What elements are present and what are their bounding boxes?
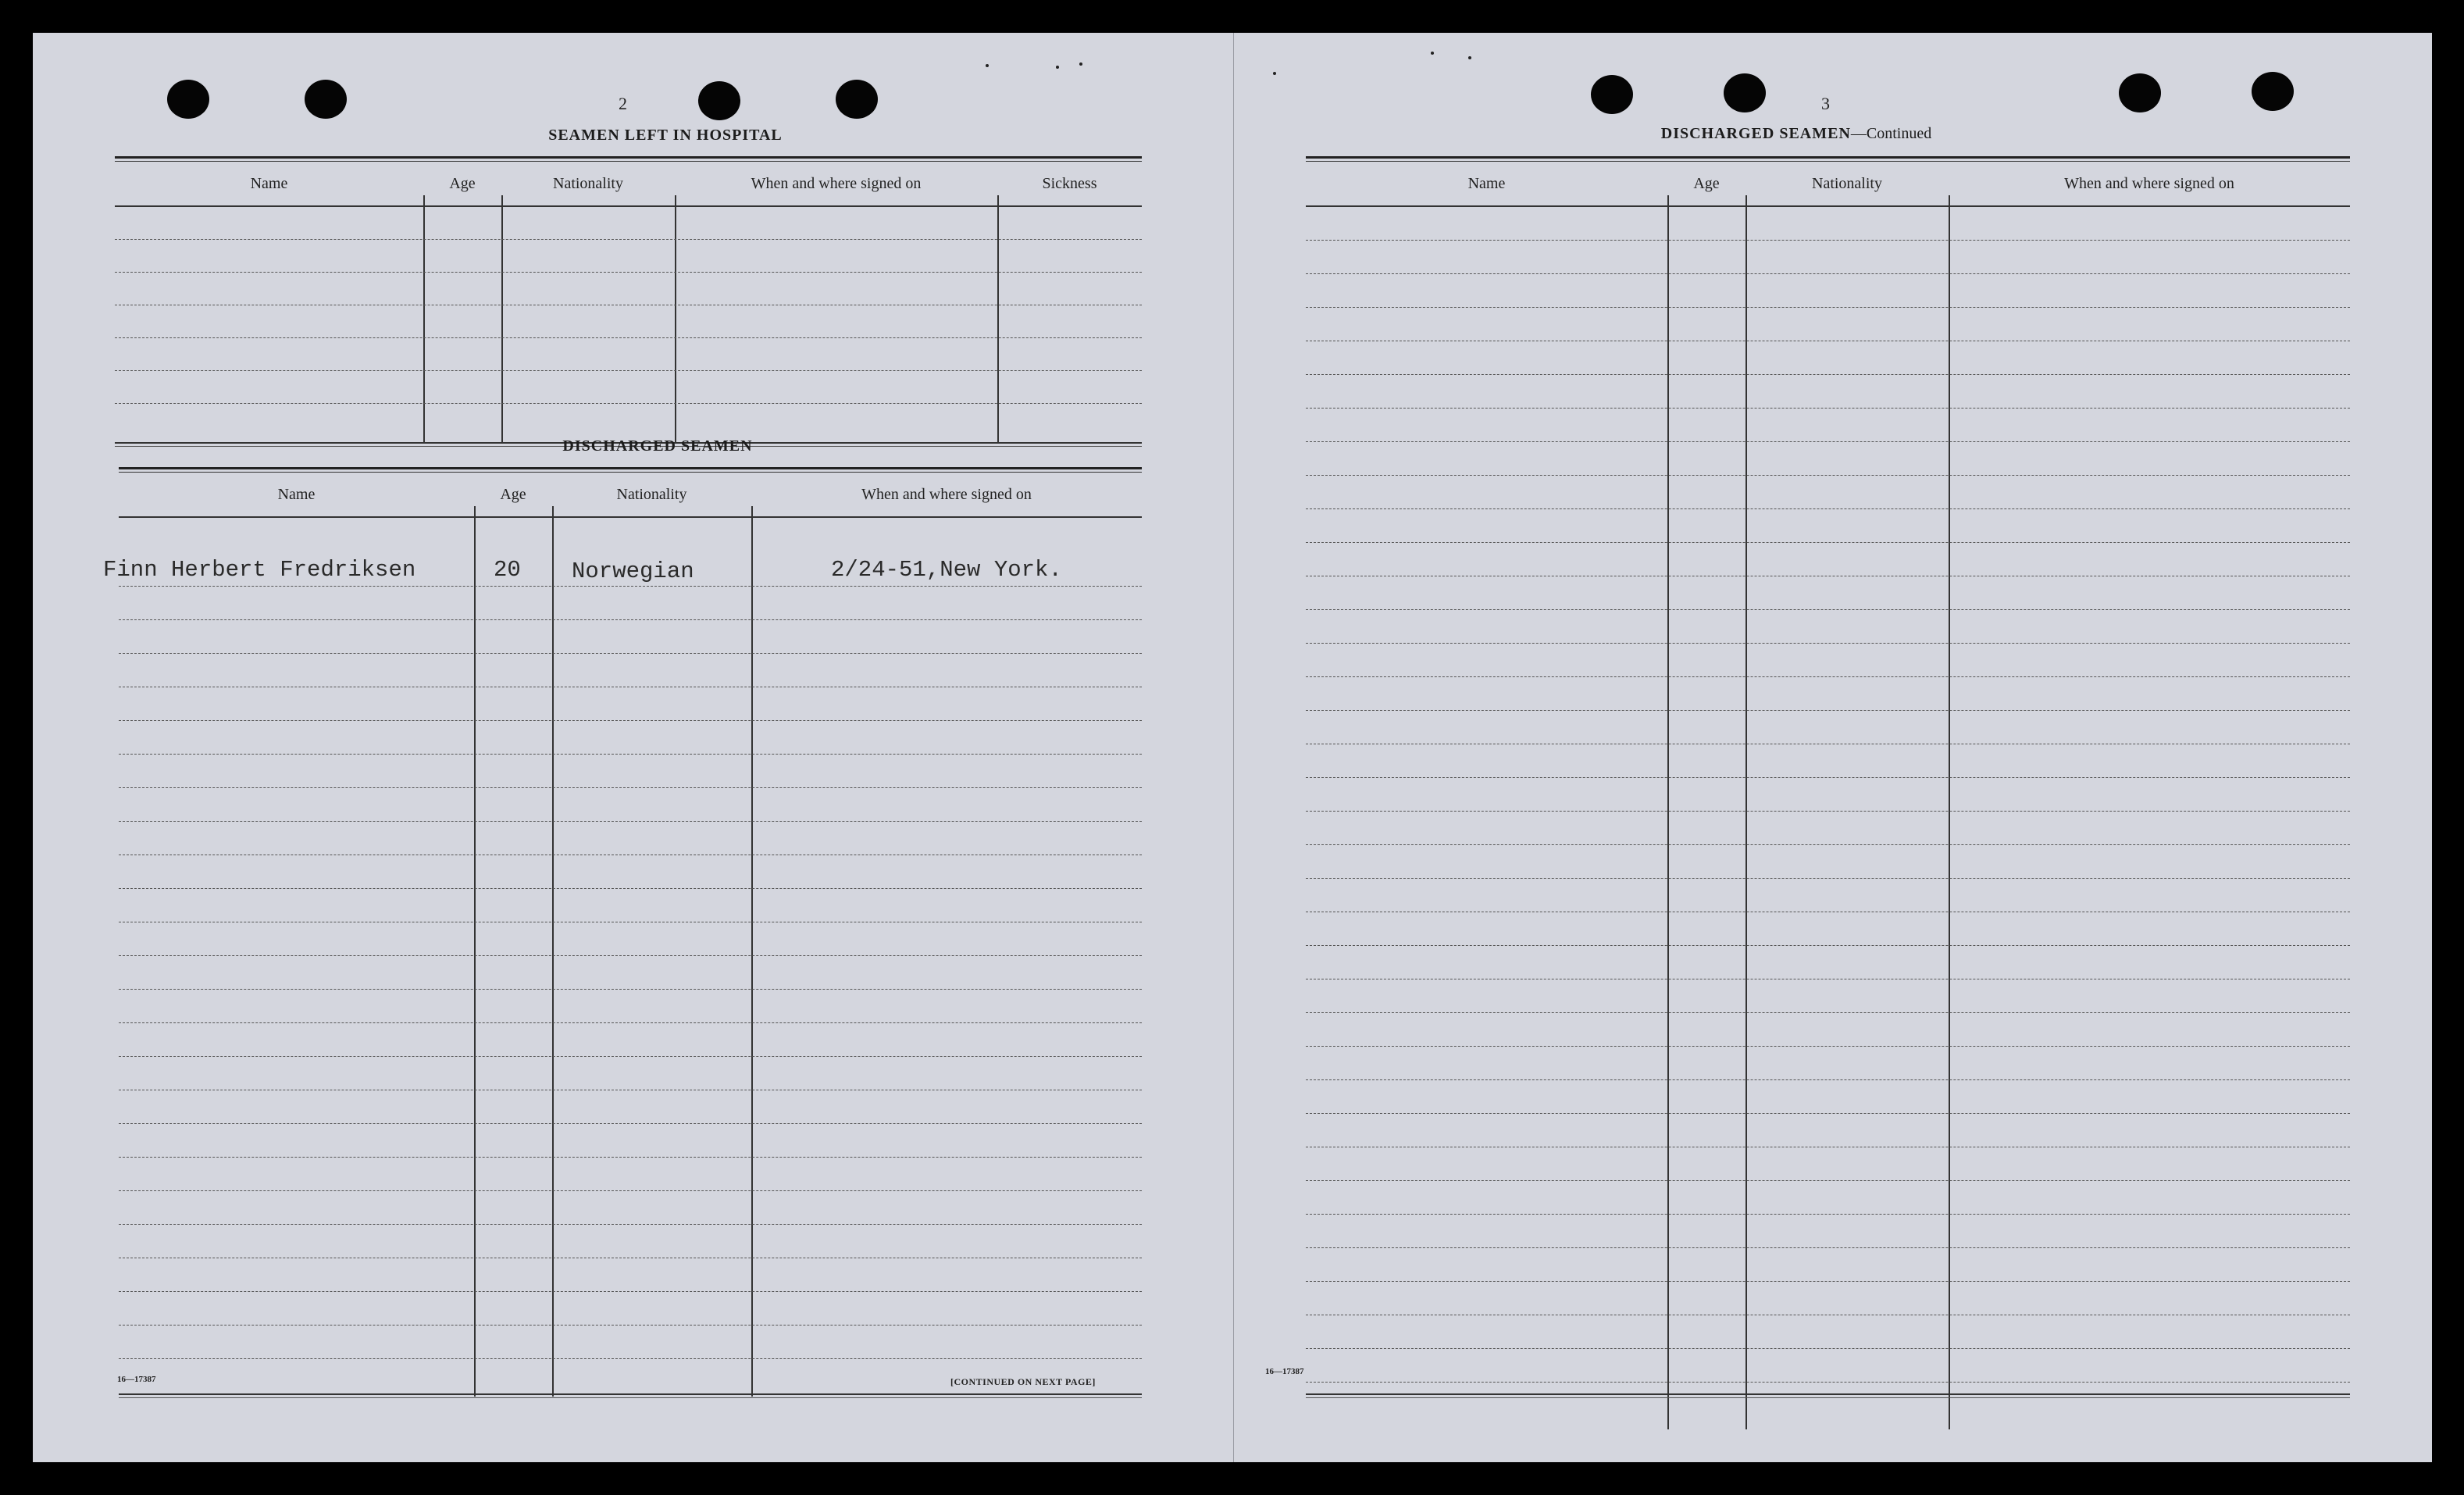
table-bottom-rule <box>119 1393 1142 1398</box>
column-divider <box>474 506 476 1397</box>
table-bottom-rule <box>1306 1393 2350 1398</box>
form-number: 16—17387 <box>1265 1367 1304 1376</box>
binder-hole <box>1724 73 1766 112</box>
table-row-line <box>115 239 1142 240</box>
table-row-line <box>1306 542 2350 543</box>
table-row-line <box>1306 1348 2350 1349</box>
table-row-line <box>1306 676 2350 677</box>
table-row-line <box>119 1123 1142 1124</box>
hospital-section-title: SEAMEN LEFT IN HOSPITAL <box>548 127 783 144</box>
column-header-nationality: Nationality <box>553 174 623 192</box>
column-divider <box>675 195 676 444</box>
column-divider <box>423 195 425 444</box>
table-row-line <box>1306 844 2350 845</box>
hospital-table <box>115 156 1142 450</box>
seaman-name: Finn Herbert Fredriksen <box>103 557 416 583</box>
table-row-line <box>1306 408 2350 409</box>
discharged-continued-table <box>1306 156 2350 1398</box>
column-header-sickness: Sickness <box>1042 174 1097 192</box>
column-header-name: Name <box>1467 174 1506 192</box>
column-divider <box>501 195 503 444</box>
table-row-line <box>115 272 1142 273</box>
table-row-line <box>1306 374 2350 375</box>
table-row-line <box>1306 643 2350 644</box>
table-row-line <box>1306 811 2350 812</box>
table-row-line <box>115 337 1142 338</box>
table-row-line <box>119 1190 1142 1191</box>
paper-speck <box>1056 66 1059 69</box>
table-row-line <box>119 888 1142 889</box>
binder-hole <box>698 81 740 120</box>
table-header-row <box>115 162 1142 207</box>
table-top-rule <box>119 467 1142 473</box>
discharged-continued-title <box>1593 125 1999 143</box>
column-header-age: Age <box>500 485 526 503</box>
left-page <box>33 33 1233 1462</box>
table-row-line <box>119 1022 1142 1023</box>
column-header-age: Age <box>1693 174 1720 192</box>
column-header-signed-on: When and where signed on <box>751 174 922 192</box>
column-header-signed-on: When and where signed on <box>861 485 1032 503</box>
table-header-row <box>1306 162 2350 207</box>
binder-hole <box>305 80 347 119</box>
column-divider <box>997 195 999 444</box>
table-row-line <box>1306 441 2350 442</box>
table-row-line <box>1306 1180 2350 1181</box>
table-row-line <box>1306 240 2350 241</box>
table-row-line <box>119 821 1142 822</box>
paper-speck <box>1468 56 1471 59</box>
table-row-line <box>1306 1046 2350 1047</box>
table-top-rule <box>115 156 1142 162</box>
table-row-line <box>119 1291 1142 1292</box>
table-row-line <box>1306 1079 2350 1080</box>
binder-hole <box>836 80 878 119</box>
right-page <box>1233 33 2432 1462</box>
table-row-line <box>119 1157 1142 1158</box>
table-row-line <box>119 989 1142 990</box>
table-row-line <box>1306 1012 2350 1013</box>
title-continued: —Continued <box>1850 125 1932 142</box>
column-divider <box>1667 195 1669 1429</box>
table-row-line <box>1306 1113 2350 1114</box>
column-header-nationality: Nationality <box>1812 174 1882 192</box>
table-row-line <box>1306 1281 2350 1282</box>
table-row-line <box>1306 777 2350 778</box>
column-header-nationality: Nationality <box>616 485 687 503</box>
paper-speck <box>986 64 989 67</box>
paper-speck <box>1431 52 1434 55</box>
binder-hole <box>2252 72 2294 111</box>
table-row-line <box>115 370 1142 371</box>
table-row-line <box>1306 945 2350 946</box>
table-row-line <box>119 955 1142 956</box>
binder-hole <box>1591 75 1633 114</box>
table-row-line <box>1306 1247 2350 1248</box>
paper-speck <box>1273 72 1276 75</box>
column-divider <box>1949 195 1950 1429</box>
table-row-line <box>1306 878 2350 879</box>
column-header-name: Name <box>250 174 288 192</box>
table-row-line <box>1306 307 2350 308</box>
column-header-signed-on: When and where signed on <box>2064 174 2234 192</box>
table-row-line <box>119 619 1142 620</box>
title-main: DISCHARGED SEAMEN <box>1660 125 1851 142</box>
table-row-line <box>115 403 1142 404</box>
binder-hole <box>2119 73 2161 112</box>
table-row-line <box>1306 508 2350 509</box>
column-divider <box>552 506 554 1397</box>
column-header-name: Name <box>277 485 316 503</box>
page-number: 2 <box>619 94 627 113</box>
table-row-line <box>1306 1214 2350 1215</box>
paper-speck <box>1079 62 1082 66</box>
page-number: 3 <box>1821 94 1830 113</box>
table-row-line <box>119 754 1142 755</box>
table-row-line <box>119 1325 1142 1326</box>
table-top-rule <box>1306 156 2350 162</box>
table-row-line <box>119 787 1142 788</box>
column-header-age: Age <box>449 174 476 192</box>
table-row-line <box>119 1056 1142 1057</box>
table-row-line <box>119 586 1142 587</box>
table-row-line <box>1306 273 2350 274</box>
discharged-table <box>103 467 1142 1404</box>
seaman-signed-on: 2/24-51,New York. <box>831 557 1062 583</box>
column-divider <box>751 506 753 1397</box>
seaman-nationality: Norwegian <box>572 558 694 584</box>
table-row-line <box>1306 609 2350 610</box>
discharged-section-title: DISCHARGED SEAMEN <box>562 437 753 455</box>
form-number: 16—17387 <box>117 1375 156 1384</box>
table-row-line <box>119 1358 1142 1359</box>
continued-note: [CONTINUED ON NEXT PAGE] <box>950 1376 1096 1387</box>
table-row-line <box>1306 1382 2350 1383</box>
table-row-line <box>1306 475 2350 476</box>
column-divider <box>1745 195 1747 1429</box>
table-row-line <box>1306 710 2350 711</box>
binder-hole <box>167 80 209 119</box>
table-row-line <box>119 720 1142 721</box>
table-row-line <box>119 653 1142 654</box>
table-row-line <box>119 1224 1142 1225</box>
table-header-row <box>119 473 1142 518</box>
seaman-age: 20 <box>494 557 521 583</box>
